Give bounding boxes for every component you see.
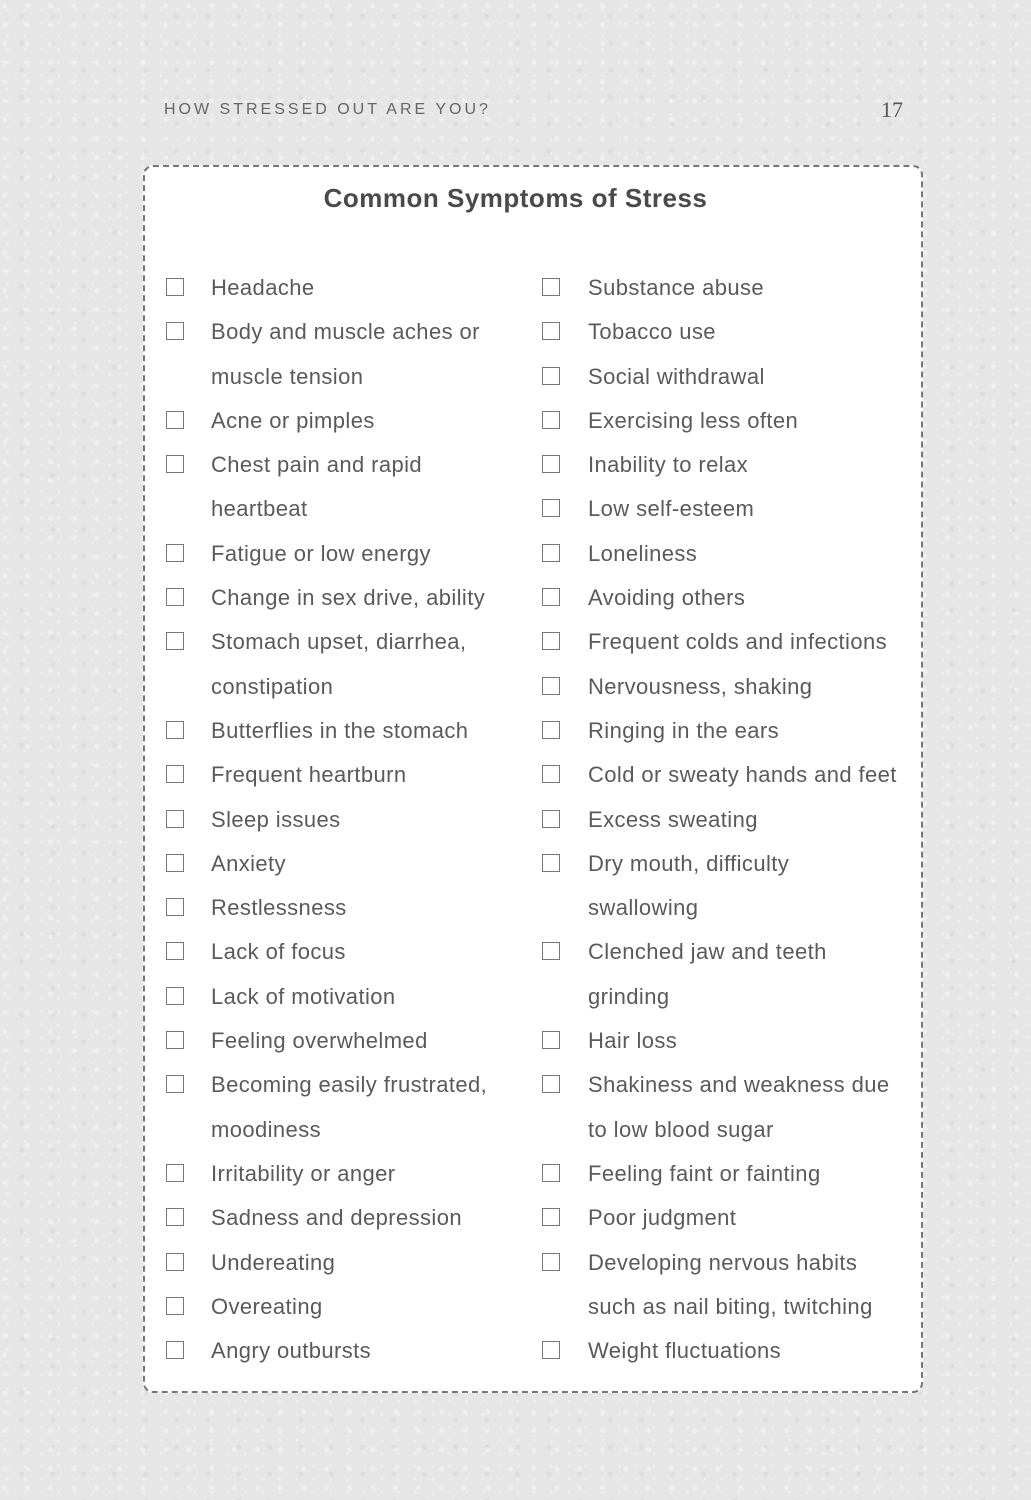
- checkbox[interactable]: [166, 898, 184, 916]
- checkbox[interactable]: [166, 810, 184, 828]
- checklist-item-label: Exercising less often: [588, 407, 799, 433]
- checklist-item[interactable]: [166, 798, 516, 842]
- checklist-item-label: Ringing in the ears: [588, 717, 780, 743]
- checklist-item-label: Frequent heartburn: [211, 762, 407, 788]
- checklist-item[interactable]: [542, 443, 912, 487]
- checklist-item[interactable]: [166, 1019, 516, 1063]
- checklist-item[interactable]: [166, 310, 516, 399]
- page-number: 17: [881, 97, 903, 122]
- checklist-item[interactable]: [542, 266, 912, 310]
- checkbox[interactable]: [166, 1208, 184, 1226]
- checklist-item[interactable]: [542, 930, 912, 1019]
- checklist-item[interactable]: [166, 1196, 516, 1240]
- checklist-item-label: Hair loss: [588, 1028, 678, 1054]
- checkbox[interactable]: [542, 1208, 560, 1226]
- checkbox[interactable]: [166, 765, 184, 783]
- checklist-item[interactable]: [166, 1285, 516, 1329]
- checkbox[interactable]: [542, 278, 560, 296]
- checkbox[interactable]: [166, 721, 184, 739]
- checklist-item[interactable]: [542, 1329, 912, 1373]
- checklist-item-label: Tobacco use: [588, 319, 716, 345]
- checkbox[interactable]: [542, 1253, 560, 1271]
- checklist-item-label: Undereating: [211, 1249, 336, 1275]
- checklist-item[interactable]: [542, 798, 912, 842]
- checklist-item-label: Butterflies in the stomach: [211, 717, 469, 743]
- checklist-item[interactable]: [166, 576, 516, 620]
- checklist-item[interactable]: [166, 709, 516, 753]
- checkbox[interactable]: [542, 455, 560, 473]
- checklist-item-label: Body and muscle aches or muscle tension: [211, 319, 480, 389]
- checklist-item-label: Feeling overwhelmed: [211, 1028, 428, 1054]
- checklist-item[interactable]: [542, 399, 912, 443]
- checklist-item-label: Developing nervous habits such as nail biting, twitching: [588, 1249, 873, 1319]
- checklist-column-right: [542, 266, 912, 1373]
- checklist-item-label: Overeating: [211, 1293, 323, 1319]
- checkbox[interactable]: [542, 322, 560, 340]
- checklist-item-label: Becoming easily frustrated, moodiness: [211, 1072, 488, 1142]
- checklist-item-label: Inability to relax: [588, 452, 749, 478]
- checklist-item-label: Substance abuse: [588, 275, 765, 300]
- checklist-item-label: Change in sex drive, ability: [211, 585, 486, 611]
- checklist-item[interactable]: [166, 399, 516, 443]
- checkbox[interactable]: [542, 942, 560, 960]
- checklist-item[interactable]: [542, 709, 912, 753]
- checkbox[interactable]: [542, 588, 560, 606]
- checklist-item[interactable]: [542, 665, 912, 709]
- checkbox[interactable]: [166, 942, 184, 960]
- checkbox[interactable]: [542, 721, 560, 739]
- checkbox[interactable]: [542, 854, 560, 872]
- checkbox[interactable]: [542, 411, 560, 429]
- checklist-item-label: Chest pain and rapid heartbeat: [211, 452, 423, 522]
- checklist-item-label: Weight fluctuations: [588, 1338, 782, 1364]
- checkbox[interactable]: [166, 632, 184, 650]
- checklist-item-label: Fatigue or low energy: [211, 540, 431, 566]
- checklist-item[interactable]: [542, 1196, 912, 1240]
- checkbox[interactable]: [166, 278, 184, 296]
- checklist-item[interactable]: [542, 532, 912, 576]
- checklist-item[interactable]: [542, 1019, 912, 1063]
- checklist-item-label: Irritability or anger: [211, 1160, 396, 1186]
- checklist-item-label: Feeling faint or fainting: [588, 1160, 821, 1186]
- checklist-item-label: Lack of focus: [211, 939, 346, 965]
- checklist-item-label: Poor judgment: [588, 1205, 737, 1231]
- checklist-item-label: Sleep issues: [211, 806, 341, 832]
- checklist-item[interactable]: [542, 1063, 912, 1152]
- checklist-item[interactable]: [166, 975, 516, 1019]
- checkbox[interactable]: [166, 1341, 184, 1359]
- checklist-item-label: Dry mouth, difficulty swallowing: [588, 850, 790, 921]
- checkbox[interactable]: [166, 1297, 184, 1315]
- checklist-item-label: Angry outbursts: [211, 1338, 372, 1364]
- checkbox[interactable]: [542, 367, 560, 385]
- checklist-item[interactable]: [166, 1241, 516, 1285]
- checkbox[interactable]: [166, 411, 184, 429]
- checklist-item[interactable]: [542, 842, 912, 931]
- checkbox[interactable]: [166, 1031, 184, 1049]
- checklist-item-label: Avoiding others: [588, 585, 746, 611]
- checklist-item-label: Social withdrawal: [588, 363, 765, 389]
- checklist-item-label: Acne or pimples: [211, 407, 375, 433]
- checklist-item[interactable]: [166, 532, 516, 576]
- checklist-item-label: Shakiness and weakness due to low blood sugar: [588, 1072, 890, 1142]
- checklist-item[interactable]: [166, 443, 516, 532]
- checkbox[interactable]: [166, 1075, 184, 1093]
- checkbox[interactable]: [542, 1164, 560, 1182]
- checklist-item[interactable]: [166, 930, 516, 974]
- checkbox[interactable]: [166, 322, 184, 340]
- checklist-item[interactable]: [166, 266, 516, 310]
- checklist-item-label: Headache: [211, 275, 315, 300]
- checklist-item[interactable]: [542, 1152, 912, 1196]
- checkbox[interactable]: [542, 632, 560, 650]
- checklist-item[interactable]: [542, 487, 912, 531]
- checkbox[interactable]: [542, 765, 560, 783]
- checklist-item[interactable]: [166, 886, 516, 930]
- checkbox[interactable]: [542, 499, 560, 517]
- checkbox[interactable]: [166, 1253, 184, 1271]
- checkbox[interactable]: [542, 1075, 560, 1093]
- checkbox[interactable]: [166, 1164, 184, 1182]
- checkbox[interactable]: [542, 677, 560, 695]
- checklist-item-label: Loneliness: [588, 540, 698, 566]
- checklist-title: Common Symptoms of Stress: [323, 183, 708, 213]
- running-head: HOW STRESSED OUT ARE YOU?: [164, 101, 491, 118]
- checklist-item-label: Sadness and depression: [211, 1205, 462, 1231]
- checklist-item-label: Lack of motivation: [211, 983, 396, 1009]
- checklist-item[interactable]: [542, 1241, 912, 1330]
- checkbox[interactable]: [166, 987, 184, 1005]
- checklist-item[interactable]: [166, 1152, 516, 1196]
- checklist-item[interactable]: [542, 753, 912, 797]
- checkbox[interactable]: [166, 588, 184, 606]
- checklist-column-left: [166, 266, 516, 1373]
- checkbox[interactable]: [166, 455, 184, 473]
- checklist-item[interactable]: [542, 310, 912, 354]
- checklist-item-label: Low self-esteem: [588, 496, 755, 522]
- checklist-item-label: Stomach upset, diarrhea, constipation: [211, 629, 467, 699]
- checklist-item-label: Frequent colds and infections: [588, 629, 887, 655]
- checkbox[interactable]: [542, 1031, 560, 1049]
- checklist-item[interactable]: [166, 620, 516, 709]
- checkbox[interactable]: [542, 544, 560, 562]
- checklist-item[interactable]: [166, 1063, 516, 1152]
- checklist-item[interactable]: [166, 753, 516, 797]
- checklist-item-label: Nervousness, shaking: [588, 673, 813, 699]
- checklist-item[interactable]: [542, 355, 912, 399]
- checklist-item[interactable]: [166, 842, 516, 886]
- checklist-item-label: Clenched jaw and teeth grinding: [588, 939, 827, 1009]
- checkbox[interactable]: [542, 1341, 560, 1359]
- checklist-item-label: Excess sweating: [588, 806, 758, 832]
- checklist-item-label: Cold or sweaty hands and feet: [588, 762, 897, 788]
- checklist-item[interactable]: [542, 620, 912, 664]
- checkbox[interactable]: [542, 810, 560, 828]
- checklist-item[interactable]: [542, 576, 912, 620]
- checkbox[interactable]: [166, 854, 184, 872]
- checklist-item-label: Anxiety: [211, 850, 286, 876]
- checkbox[interactable]: [166, 544, 184, 562]
- checklist-item[interactable]: [166, 1329, 516, 1373]
- checklist-item-label: Restlessness: [211, 895, 347, 921]
